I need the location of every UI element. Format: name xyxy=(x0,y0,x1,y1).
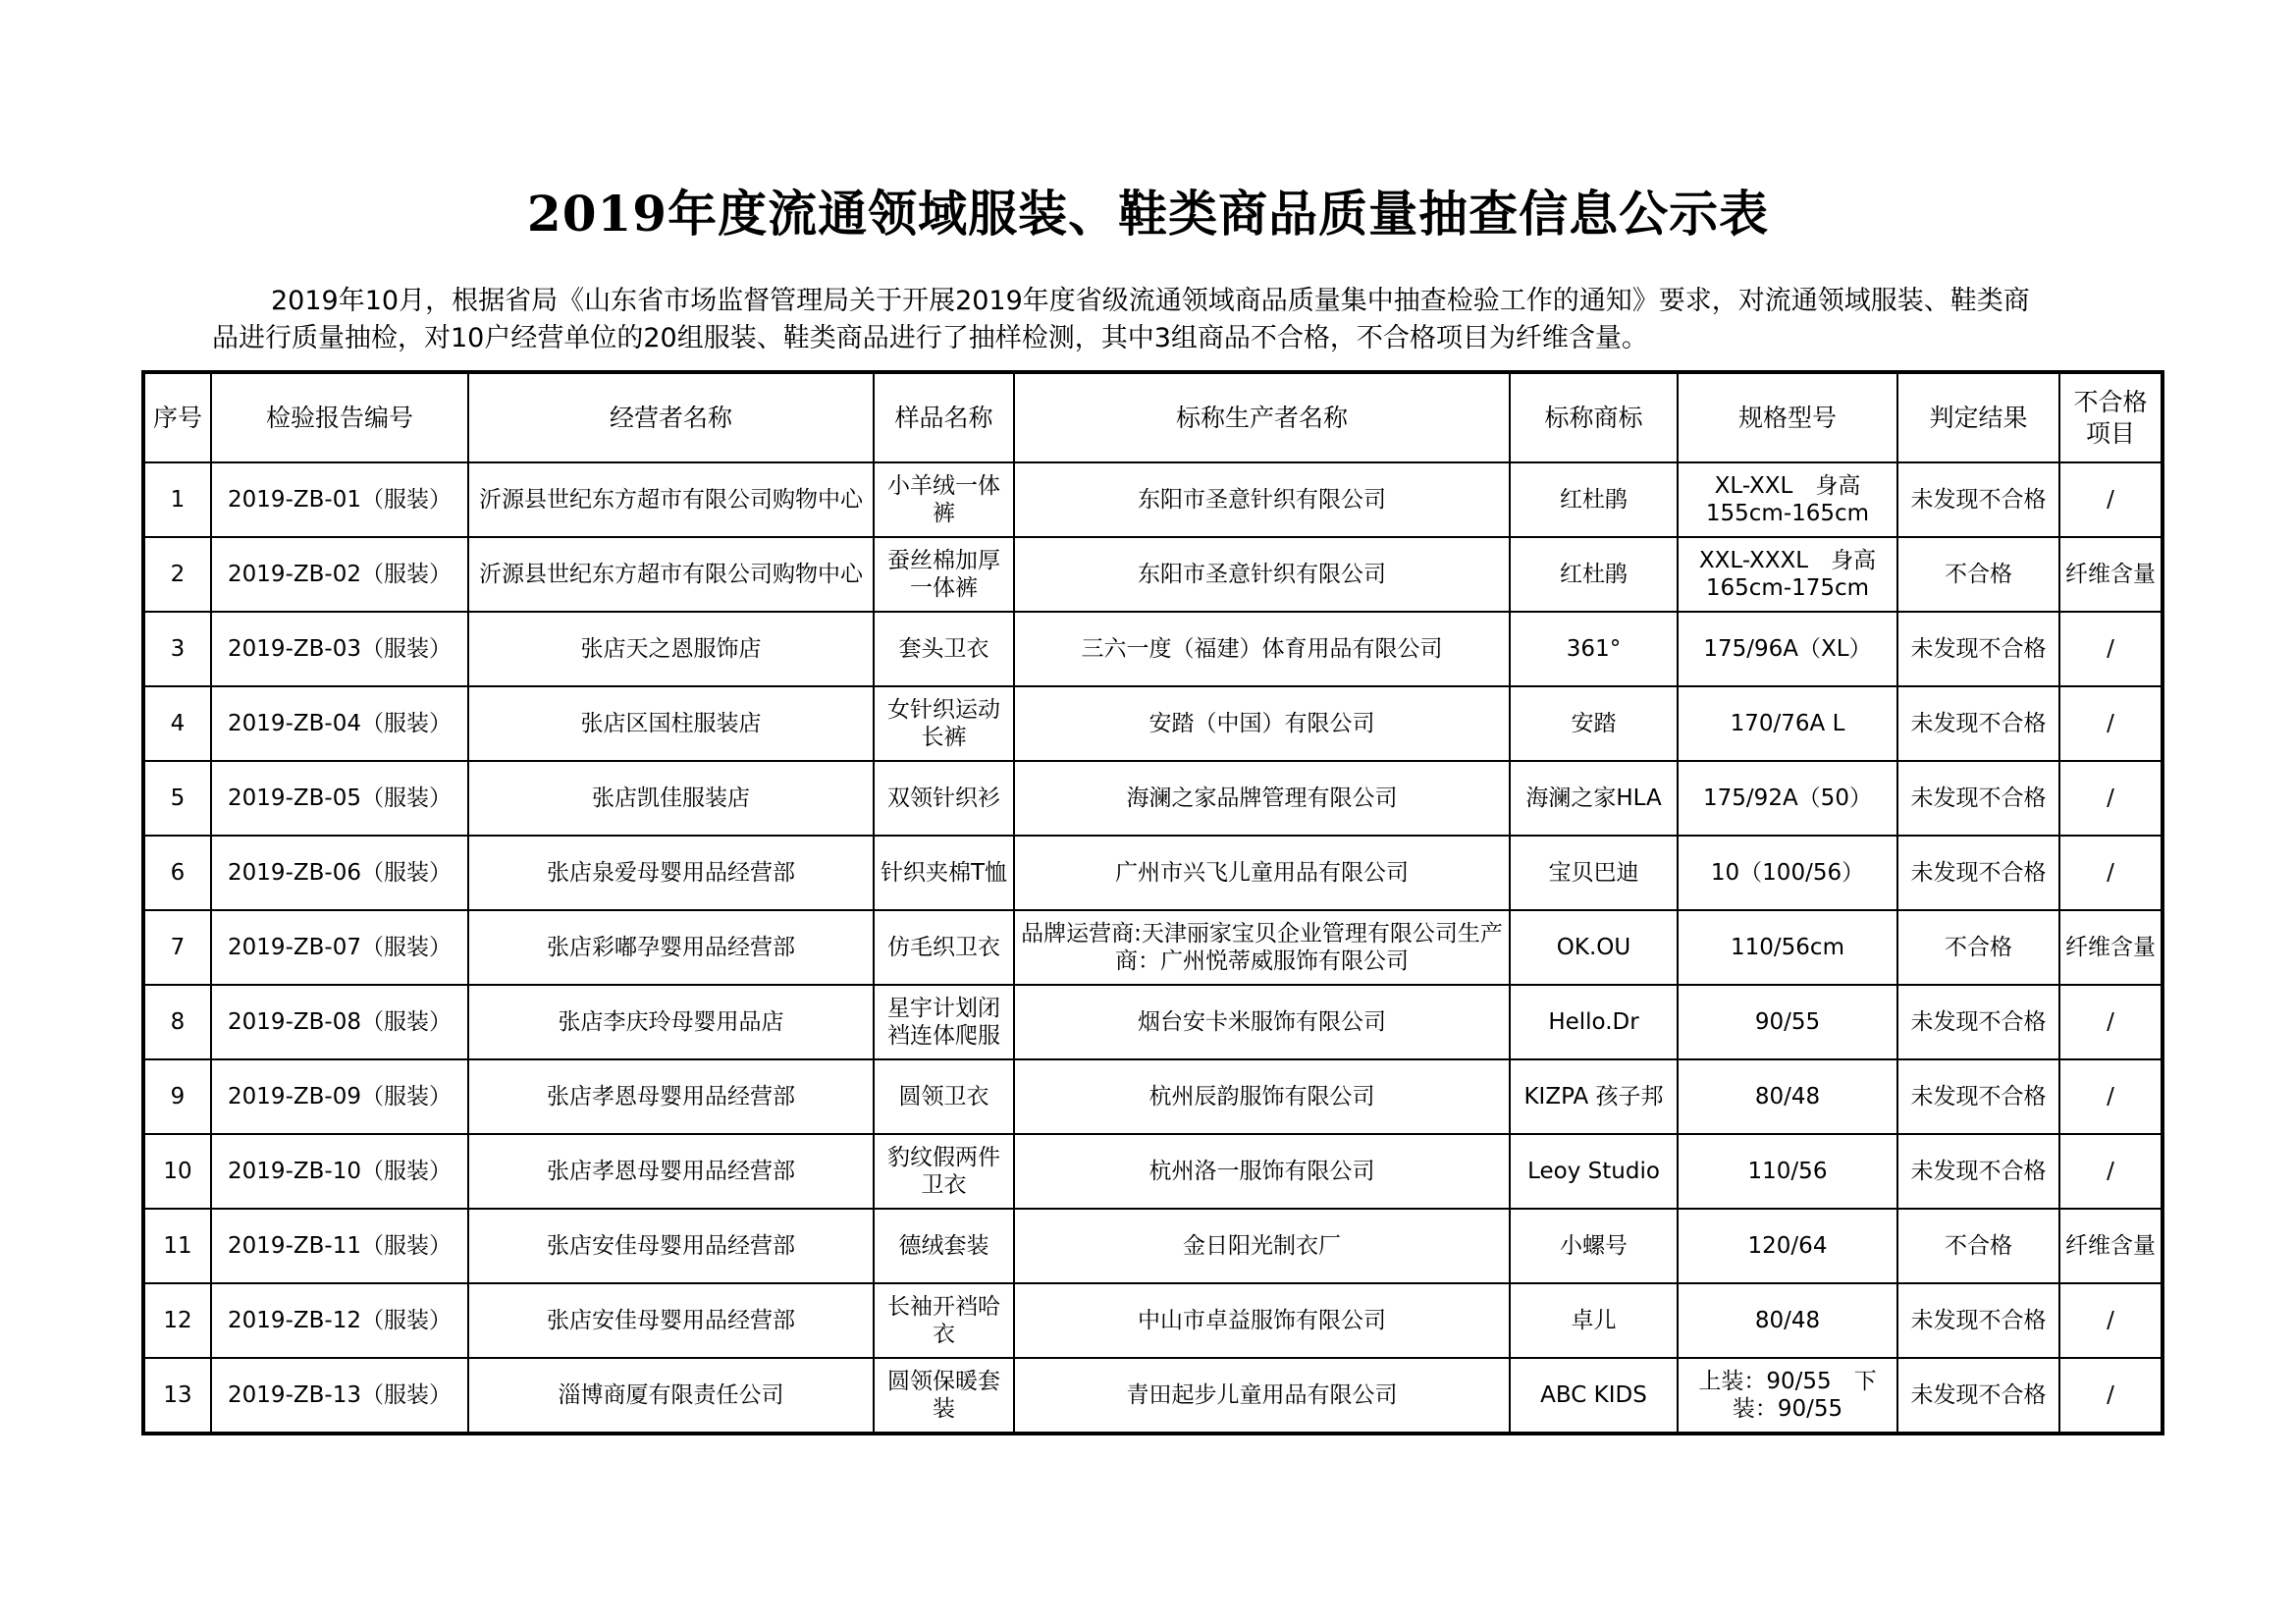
cell-report-number: 2019-ZB-10（服装） xyxy=(211,1134,468,1209)
cell-operator: 淄博商厦有限责任公司 xyxy=(468,1358,874,1434)
table-row xyxy=(143,761,2163,836)
cell-operator: 张店彩嘟孕婴用品经营部 xyxy=(468,910,874,985)
cell-failed-item: / xyxy=(2059,612,2163,686)
cell-producer: 东阳市圣意针织有限公司 xyxy=(1014,462,1510,537)
cell-spec: 120/64 xyxy=(1678,1209,1897,1283)
table-row xyxy=(143,1134,2163,1209)
cell-no: 10 xyxy=(143,1134,211,1209)
cell-producer: 青田起步儿童用品有限公司 xyxy=(1014,1358,1510,1434)
header-cell-producer: 标称生产者名称 xyxy=(1014,372,1510,462)
cell-failed-item: 纤维含量 xyxy=(2059,910,2163,985)
cell-producer: 金日阳光制衣厂 xyxy=(1014,1209,1510,1283)
table-row xyxy=(143,836,2163,910)
cell-result: 未发现不合格 xyxy=(1897,1134,2059,1209)
table-row xyxy=(143,686,2163,761)
cell-spec: 10（100/56） xyxy=(1678,836,1897,910)
intro-paragraph: 2019年10月，根据省局《山东省市场监督管理局关于开展2019年度省级流通领域商品质量集中抽查检验工作的通知》要求，对流通领域服装、鞋类商品进行质量抽检，对10户经营单位的20组服装、鞋类商品进行了抽样检测，其中3组商品不合格，不合格项目为纤维含量。 xyxy=(212,286,2030,353)
cell-sample-name: 套头卫衣 xyxy=(874,612,1014,686)
cell-brand: 安踏 xyxy=(1510,686,1678,761)
cell-sample-name: 星宇计划闭裆连体爬服 xyxy=(874,985,1014,1059)
cell-operator: 沂源县世纪东方超市有限公司购物中心 xyxy=(468,462,874,537)
cell-spec: XL-XXL 身高155cm-165cm xyxy=(1678,462,1897,537)
table-row xyxy=(143,910,2163,985)
cell-report-number: 2019-ZB-09（服装） xyxy=(211,1059,468,1134)
cell-sample-name: 德绒套装 xyxy=(874,1209,1014,1283)
cell-no: 5 xyxy=(143,761,211,836)
cell-producer: 杭州洛一服饰有限公司 xyxy=(1014,1134,1510,1209)
cell-brand: 卓儿 xyxy=(1510,1283,1678,1358)
cell-no: 13 xyxy=(143,1358,211,1434)
cell-report-number: 2019-ZB-01（服装） xyxy=(211,462,468,537)
table-row xyxy=(143,612,2163,686)
cell-report-number: 2019-ZB-06（服装） xyxy=(211,836,468,910)
cell-operator: 张店天之恩服饰店 xyxy=(468,612,874,686)
cell-result: 不合格 xyxy=(1897,537,2059,612)
cell-failed-item: / xyxy=(2059,1283,2163,1358)
table-row xyxy=(143,1358,2163,1434)
header-cell-no: 序号 xyxy=(143,372,211,462)
cell-sample-name: 长袖开裆哈衣 xyxy=(874,1283,1014,1358)
cell-result: 未发现不合格 xyxy=(1897,985,2059,1059)
header-cell-sample: 样品名称 xyxy=(874,372,1014,462)
cell-report-number: 2019-ZB-11（服装） xyxy=(211,1209,468,1283)
cell-result: 未发现不合格 xyxy=(1897,686,2059,761)
header-cell-brand: 标称商标 xyxy=(1510,372,1678,462)
cell-operator: 张店孝恩母婴用品经营部 xyxy=(468,1059,874,1134)
cell-result: 未发现不合格 xyxy=(1897,612,2059,686)
cell-operator: 张店李庆玲母婴用品店 xyxy=(468,985,874,1059)
cell-result: 未发现不合格 xyxy=(1897,1059,2059,1134)
cell-sample-name: 仿毛织卫衣 xyxy=(874,910,1014,985)
cell-producer: 安踏（中国）有限公司 xyxy=(1014,686,1510,761)
cell-operator: 张店安佳母婴用品经营部 xyxy=(468,1209,874,1283)
cell-report-number: 2019-ZB-02（服装） xyxy=(211,537,468,612)
header-cell-report: 检验报告编号 xyxy=(211,372,468,462)
cell-no: 2 xyxy=(143,537,211,612)
header-cell-result: 判定结果 xyxy=(1897,372,2059,462)
cell-brand: 361° xyxy=(1510,612,1678,686)
cell-failed-item: 纤维含量 xyxy=(2059,1209,2163,1283)
cell-failed-item: / xyxy=(2059,1059,2163,1134)
cell-brand: 海澜之家HLA xyxy=(1510,761,1678,836)
cell-brand: Hello.Dr xyxy=(1510,985,1678,1059)
cell-failed-item: / xyxy=(2059,761,2163,836)
cell-sample-name: 豹纹假两件卫衣 xyxy=(874,1134,1014,1209)
cell-brand: 宝贝巴迪 xyxy=(1510,836,1678,910)
cell-failed-item: / xyxy=(2059,1134,2163,1209)
cell-brand: Leoy Studio xyxy=(1510,1134,1678,1209)
table-header-row xyxy=(143,372,2163,462)
cell-report-number: 2019-ZB-05（服装） xyxy=(211,761,468,836)
cell-operator: 张店区国柱服装店 xyxy=(468,686,874,761)
cell-spec: 110/56 xyxy=(1678,1134,1897,1209)
cell-producer: 烟台安卡米服饰有限公司 xyxy=(1014,985,1510,1059)
cell-result: 未发现不合格 xyxy=(1897,761,2059,836)
cell-failed-item: 纤维含量 xyxy=(2059,537,2163,612)
cell-result: 未发现不合格 xyxy=(1897,462,2059,537)
cell-operator: 张店安佳母婴用品经营部 xyxy=(468,1283,874,1358)
cell-sample-name: 针织夹棉T恤 xyxy=(874,836,1014,910)
table-row xyxy=(143,1059,2163,1134)
cell-no: 3 xyxy=(143,612,211,686)
cell-operator: 张店凯佳服装店 xyxy=(468,761,874,836)
cell-sample-name: 圆领保暖套装 xyxy=(874,1358,1014,1434)
cell-brand: KIZPA 孩子邦 xyxy=(1510,1059,1678,1134)
cell-brand: ABC KIDS xyxy=(1510,1358,1678,1434)
cell-no: 7 xyxy=(143,910,211,985)
cell-no: 12 xyxy=(143,1283,211,1358)
cell-sample-name: 双领针织衫 xyxy=(874,761,1014,836)
cell-operator: 沂源县世纪东方超市有限公司购物中心 xyxy=(468,537,874,612)
cell-failed-item: / xyxy=(2059,836,2163,910)
page-title: 2019年度流通领域服装、鞋类商品质量抽查信息公示表 xyxy=(526,185,1770,243)
cell-report-number: 2019-ZB-07（服装） xyxy=(211,910,468,985)
cell-result: 不合格 xyxy=(1897,910,2059,985)
table-row xyxy=(143,985,2163,1059)
cell-producer: 东阳市圣意针织有限公司 xyxy=(1014,537,1510,612)
cell-no: 4 xyxy=(143,686,211,761)
cell-producer: 中山市卓益服饰有限公司 xyxy=(1014,1283,1510,1358)
cell-producer: 品牌运营商:天津丽家宝贝企业管理有限公司生产商：广州悦蒂威服饰有限公司 xyxy=(1014,910,1510,985)
cell-report-number: 2019-ZB-12（服装） xyxy=(211,1283,468,1358)
cell-producer: 三六一度（福建）体育用品有限公司 xyxy=(1014,612,1510,686)
cell-operator: 张店孝恩母婴用品经营部 xyxy=(468,1134,874,1209)
cell-failed-item: / xyxy=(2059,462,2163,537)
table-row xyxy=(143,1283,2163,1358)
cell-spec: XXL-XXXL 身高165cm-175cm xyxy=(1678,537,1897,612)
cell-failed-item: / xyxy=(2059,985,2163,1059)
cell-brand: 红杜鹃 xyxy=(1510,537,1678,612)
cell-producer: 广州市兴飞儿童用品有限公司 xyxy=(1014,836,1510,910)
cell-result: 未发现不合格 xyxy=(1897,1358,2059,1434)
cell-no: 8 xyxy=(143,985,211,1059)
header-cell-operator: 经营者名称 xyxy=(468,372,874,462)
cell-brand: OK.OU xyxy=(1510,910,1678,985)
cell-sample-name: 蚕丝棉加厚一体裤 xyxy=(874,537,1014,612)
table-row xyxy=(143,537,2163,612)
header-cell-item: 不合格项目 xyxy=(2059,372,2163,462)
cell-result: 未发现不合格 xyxy=(1897,836,2059,910)
cell-no: 1 xyxy=(143,462,211,537)
cell-report-number: 2019-ZB-08（服装） xyxy=(211,985,468,1059)
inspection-table xyxy=(141,370,2164,1435)
cell-failed-item: / xyxy=(2059,686,2163,761)
cell-report-number: 2019-ZB-13（服装） xyxy=(211,1358,468,1434)
cell-spec: 110/56cm xyxy=(1678,910,1897,985)
cell-spec: 90/55 xyxy=(1678,985,1897,1059)
cell-no: 6 xyxy=(143,836,211,910)
table-row xyxy=(143,462,2163,537)
cell-sample-name: 小羊绒一体裤 xyxy=(874,462,1014,537)
cell-report-number: 2019-ZB-03（服装） xyxy=(211,612,468,686)
cell-report-number: 2019-ZB-04（服装） xyxy=(211,686,468,761)
cell-operator: 张店泉爱母婴用品经营部 xyxy=(468,836,874,910)
cell-no: 11 xyxy=(143,1209,211,1283)
cell-no: 9 xyxy=(143,1059,211,1134)
cell-producer: 杭州辰韵服饰有限公司 xyxy=(1014,1059,1510,1134)
cell-spec: 80/48 xyxy=(1678,1283,1897,1358)
table-row xyxy=(143,1209,2163,1283)
cell-spec: 170/76A L xyxy=(1678,686,1897,761)
cell-spec: 175/92A（50） xyxy=(1678,761,1897,836)
cell-sample-name: 圆领卫衣 xyxy=(874,1059,1014,1134)
cell-spec: 上装：90/55 下装：90/55 xyxy=(1678,1358,1897,1434)
cell-result: 未发现不合格 xyxy=(1897,1283,2059,1358)
cell-result: 不合格 xyxy=(1897,1209,2059,1283)
cell-brand: 小螺号 xyxy=(1510,1209,1678,1283)
cell-producer: 海澜之家品牌管理有限公司 xyxy=(1014,761,1510,836)
cell-brand: 红杜鹃 xyxy=(1510,462,1678,537)
cell-failed-item: / xyxy=(2059,1358,2163,1434)
header-cell-spec: 规格型号 xyxy=(1678,372,1897,462)
cell-spec: 175/96A（XL） xyxy=(1678,612,1897,686)
cell-spec: 80/48 xyxy=(1678,1059,1897,1134)
cell-sample-name: 女针织运动长裤 xyxy=(874,686,1014,761)
